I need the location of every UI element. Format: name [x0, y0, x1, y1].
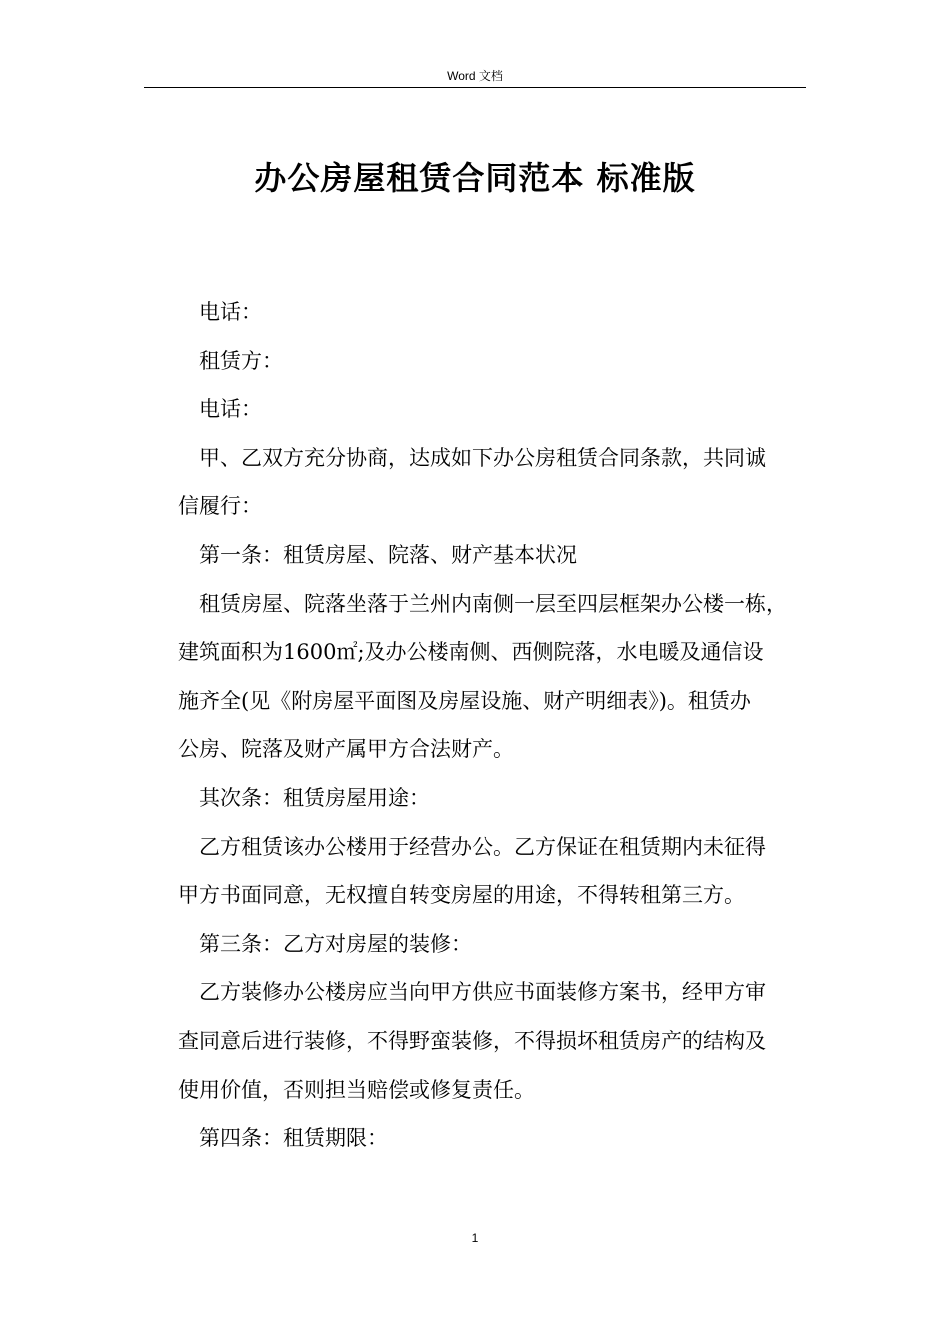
paragraph-line: 甲方书面同意，无权擅自转变房屋的用途，不得转租第三方。 [178, 883, 745, 908]
paragraph-line: 乙方装修办公楼房应当向甲方供应书面装修方案书，经甲方审 [199, 980, 766, 1005]
paragraph-preamble [178, 434, 810, 531]
paragraph-line: 使用价值，否则担当赔偿或修复责任。 [178, 1077, 535, 1102]
paragraph-line: 第一条：租赁房屋、院落、财产基本状况 [199, 542, 577, 567]
paragraph-line: 电话： [199, 300, 262, 324]
document-body [178, 288, 810, 1163]
article-3-heading [178, 920, 810, 969]
paragraph-line: 租赁方： [199, 348, 283, 373]
paragraph-line: 甲、乙双方充分协商，达成如下办公房租赁合同条款，共同诚 [199, 445, 766, 470]
paragraph-line: 电话： [199, 397, 262, 422]
article-4-heading [178, 1114, 810, 1163]
article-3-body [178, 968, 810, 1114]
article-1-body [178, 580, 810, 774]
paragraph-line: 施齐全(见《附房屋平面图及房屋设施、财产明细表》)。租赁办 [178, 688, 751, 713]
page-header-label: Word 文档 [447, 69, 503, 83]
paragraph-line: 其次条：租赁房屋用途： [199, 785, 430, 810]
paragraph-line: 租赁房屋、院落坐落于兰州内南侧一层至四层框架办公楼一栋， [199, 591, 787, 616]
paragraph-line: 第四条：租赁期限： [199, 1126, 388, 1151]
article-1-heading [178, 531, 810, 580]
paragraph-phone-1 [178, 288, 810, 337]
paragraph-line: 信履行： [178, 494, 262, 519]
paragraph-line: 第三条：乙方对房屋的装修： [199, 931, 472, 956]
paragraph-phone-2 [178, 385, 810, 434]
paragraph-line: 乙方租赁该办公楼用于经营办公。乙方保证在租赁期内未征得 [199, 834, 766, 859]
paragraph-lessee [178, 337, 810, 386]
document-title: 办公房屋租赁合同范本 标准版 [254, 159, 696, 197]
paragraph-line: 查同意后进行装修，不得野蛮装修，不得损坏租赁房产的结构及 [178, 1028, 766, 1053]
header-divider [144, 87, 806, 88]
paragraph-line: 建筑面积为1600㎡;及办公楼南侧、西侧院落，水电暖及通信设 [178, 640, 764, 665]
paragraph-line: 公房、院落及财产属甲方合法财产。 [178, 737, 514, 762]
page-number: 1 [471, 1231, 479, 1245]
article-2-heading [178, 774, 810, 823]
article-2-body [178, 823, 810, 920]
